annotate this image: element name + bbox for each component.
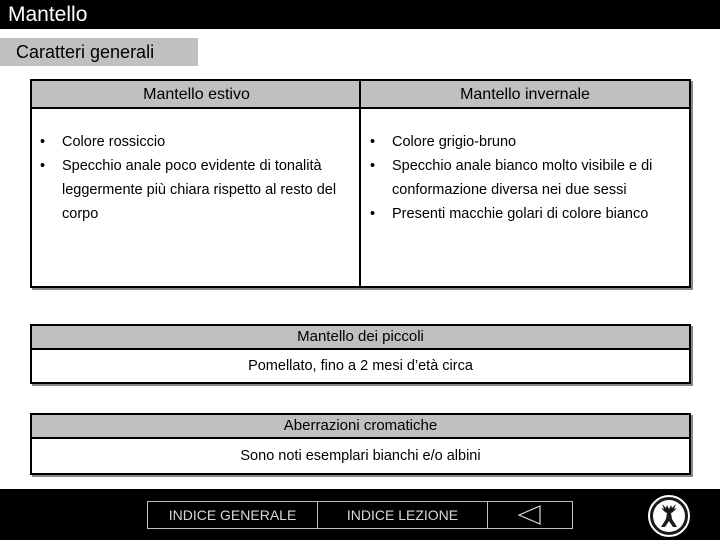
aberrations-header: Aberrazioni cromatiche bbox=[32, 415, 689, 439]
lesson-index-button[interactable]: INDICE LEZIONE bbox=[318, 502, 488, 528]
winter-coat-header: Mantello invernale bbox=[361, 81, 689, 109]
page-title: Mantello bbox=[0, 0, 720, 29]
footer-bar bbox=[0, 489, 720, 540]
triangle-left-icon bbox=[518, 505, 542, 525]
summer-coat-header: Mantello estivo bbox=[32, 81, 361, 109]
nav-group bbox=[147, 501, 573, 529]
coat-comparison-table bbox=[30, 79, 691, 288]
general-index-button[interactable]: INDICE GENERALE bbox=[148, 502, 318, 528]
aberrations-box bbox=[30, 413, 691, 475]
list-item: • Specchio anale bianco molto visibile e di conformazione diversa nei due sessi bbox=[364, 154, 682, 202]
section-label: Caratteri generali bbox=[0, 38, 198, 66]
young-coat-header: Mantello dei piccoli bbox=[32, 326, 689, 350]
young-coat-box bbox=[30, 324, 691, 384]
back-button[interactable] bbox=[488, 502, 572, 528]
column-divider bbox=[359, 81, 361, 286]
deer-logo-icon bbox=[648, 495, 690, 537]
list-item: • Specchio anale poco evidente di tonalità leggermente più chiara rispetto al resto del corpo bbox=[34, 154, 354, 226]
list-item: • Colore grigio-bruno bbox=[364, 130, 682, 154]
list-item: • Colore rossiccio bbox=[34, 130, 354, 154]
young-coat-text: Pomellato, fino a 2 mesi d’età circa bbox=[248, 358, 473, 374]
winter-coat-list bbox=[364, 130, 682, 226]
summer-coat-list bbox=[34, 130, 354, 226]
list-item: • Presenti macchie golari di colore bianco bbox=[364, 202, 682, 226]
aberrations-text: Sono noti esemplari bianchi e/o albini bbox=[240, 448, 481, 464]
